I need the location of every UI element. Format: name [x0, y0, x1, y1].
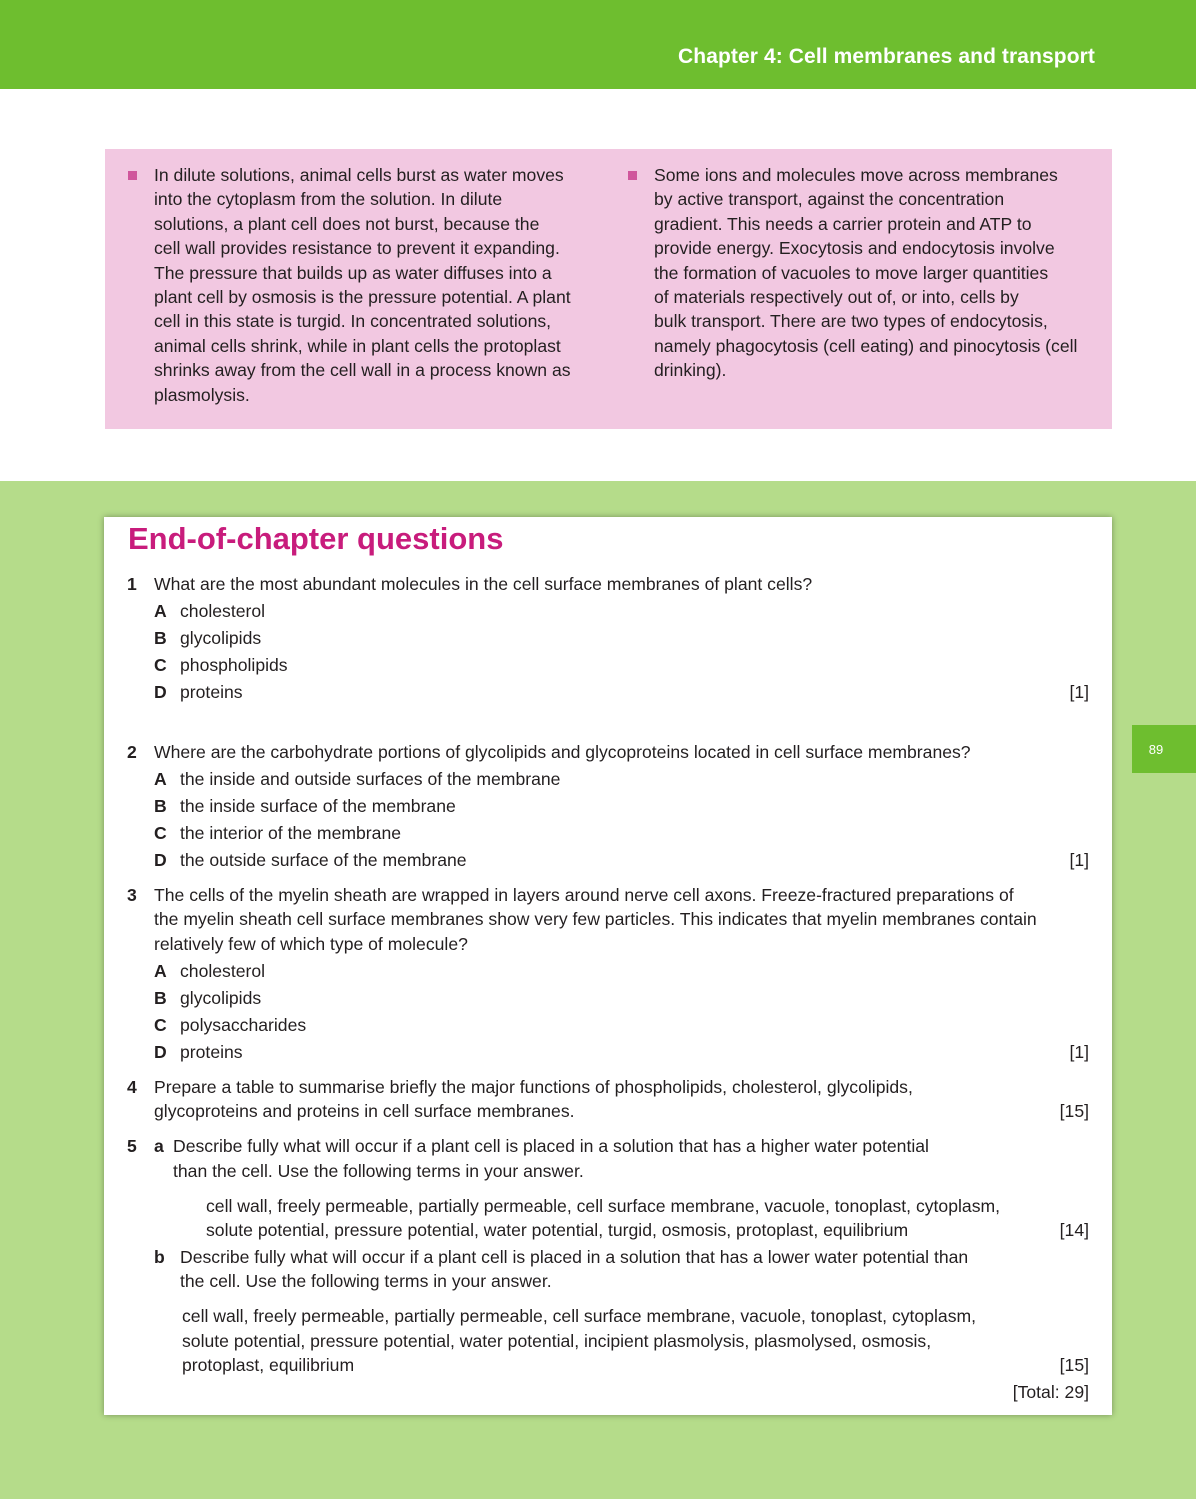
question-number: 1: [127, 574, 137, 594]
square-bullet-icon: [128, 171, 137, 180]
option-letter: B: [154, 988, 167, 1008]
question-text: the myelin sheath cell surface membranes show very few particles. This indicates that myelin membranes contain: [154, 909, 1037, 929]
marks: [1]: [1069, 1042, 1089, 1062]
key-terms: solute potential, pressure potential, water potential, incipient plasmolysis, plasmolysed, osmosis,: [182, 1331, 932, 1351]
questions-card: [104, 517, 1112, 1415]
option-text: glycolipids: [180, 628, 262, 648]
option-text: cholesterol: [180, 601, 266, 621]
option-text: phospholipids: [180, 655, 288, 675]
option-text: the interior of the membrane: [180, 823, 402, 843]
key-terms: cell wall, freely permeable, partially permeable, cell surface membrane, vacuole, tonoplast, cytoplasm,: [182, 1306, 977, 1326]
option-text: cholesterol: [180, 961, 266, 981]
question-number: 5: [127, 1136, 137, 1156]
option-letter: D: [154, 1042, 167, 1062]
question-text: Describe fully what will occur if a plant cell is placed in a solution that has a higher water potential: [173, 1136, 929, 1156]
question-text: than the cell. Use the following terms in your answer.: [173, 1161, 584, 1181]
questions-heading: End-of-chapter questions: [128, 521, 504, 556]
option-text: glycolipids: [180, 988, 262, 1008]
summary-box: [105, 149, 1112, 429]
option-letter: D: [154, 682, 167, 702]
option-letter: C: [154, 1015, 167, 1035]
summary-text-right: Some ions and molecules move across membranes by active transport, against the concentration gradient. This needs a carrier protein and ATP to provide energy. Exocytosis and endocytosis involve the formation of vacuoles to move larger quantities of materials respectively out of, or into, cells by bulk transport. There are two types of endocytosis, namely phagocytosis (cell eating) and pinocytosis (cell drinking).: [654, 165, 1078, 381]
question-number: 4: [127, 1077, 137, 1097]
question-text: Prepare a table to summarise briefly the major functions of phospholipids, cholesterol, glycolipids,: [154, 1077, 913, 1097]
question-number: 2: [127, 742, 137, 762]
question-text: Describe fully what will occur if a plant cell is placed in a solution that has a lower water potential than: [180, 1247, 969, 1267]
option-text: proteins: [180, 682, 243, 702]
question-number: 3: [127, 885, 137, 905]
page-number-tab: [1132, 725, 1196, 773]
summary-text-left: In dilute solutions, animal cells burst as water moves into the cytoplasm from the solution. In dilute solutions, a plant cell does not burst, because the cell wall provides resistance to prevent it expanding. The pressure that builds up as water diffuses into a plant cell by osmosis is the pressure potential. A plant cell in this state is turgid. In concentrated solutions, animal cells shrink, while in plant cells the protoplast shrinks away from the cell wall in a process known as plasmolysis.: [154, 165, 571, 405]
option-text: polysaccharides: [180, 1015, 307, 1035]
option-letter: D: [154, 850, 167, 870]
option-letter: A: [154, 601, 167, 621]
question-text: the cell. Use the following terms in your answer.: [180, 1271, 552, 1291]
marks: [14]: [1059, 1220, 1089, 1240]
marks: [15]: [1059, 1355, 1089, 1375]
option-letter: B: [154, 628, 167, 648]
page-header: [0, 0, 1196, 89]
key-terms: protoplast, equilibrium: [182, 1355, 355, 1375]
question-text: Where are the carbohydrate portions of glycolipids and glycoproteins located in cell surface membranes?: [154, 742, 971, 762]
option-text: proteins: [180, 1042, 243, 1062]
key-terms: cell wall, freely permeable, partially permeable, cell surface membrane, vacuole, tonoplast, cytoplasm,: [206, 1196, 1001, 1216]
option-text: the inside and outside surfaces of the membrane: [180, 769, 561, 789]
page-number: 89: [1148, 741, 1164, 757]
total-marks: [Total: 29]: [1012, 1382, 1089, 1402]
part-letter: b: [154, 1247, 165, 1267]
option-letter: B: [154, 796, 167, 816]
question-text: What are the most abundant molecules in the cell surface membranes of plant cells?: [154, 574, 813, 594]
marks: [15]: [1059, 1101, 1089, 1121]
question-text: glycoproteins and proteins in cell surface membranes.: [154, 1101, 575, 1121]
option-text: the inside surface of the membrane: [180, 796, 456, 816]
question-text: relatively few of which type of molecule?: [154, 934, 468, 954]
option-letter: C: [154, 655, 167, 675]
part-letter: a: [154, 1136, 164, 1156]
option-letter: A: [154, 769, 167, 789]
marks: [1]: [1069, 850, 1089, 870]
question-text: The cells of the myelin sheath are wrapped in layers around nerve cell axons. Freeze-fractured preparations of: [154, 885, 1014, 905]
option-text: the outside surface of the membrane: [180, 850, 467, 870]
option-letter: C: [154, 823, 167, 843]
square-bullet-icon: [628, 171, 637, 180]
chapter-title: Chapter 4: Cell membranes and transport: [678, 45, 1095, 68]
marks: [1]: [1069, 682, 1089, 702]
option-letter: A: [154, 961, 167, 981]
key-terms: solute potential, pressure potential, water potential, turgid, osmosis, protoplast, equilibrium: [206, 1220, 909, 1240]
